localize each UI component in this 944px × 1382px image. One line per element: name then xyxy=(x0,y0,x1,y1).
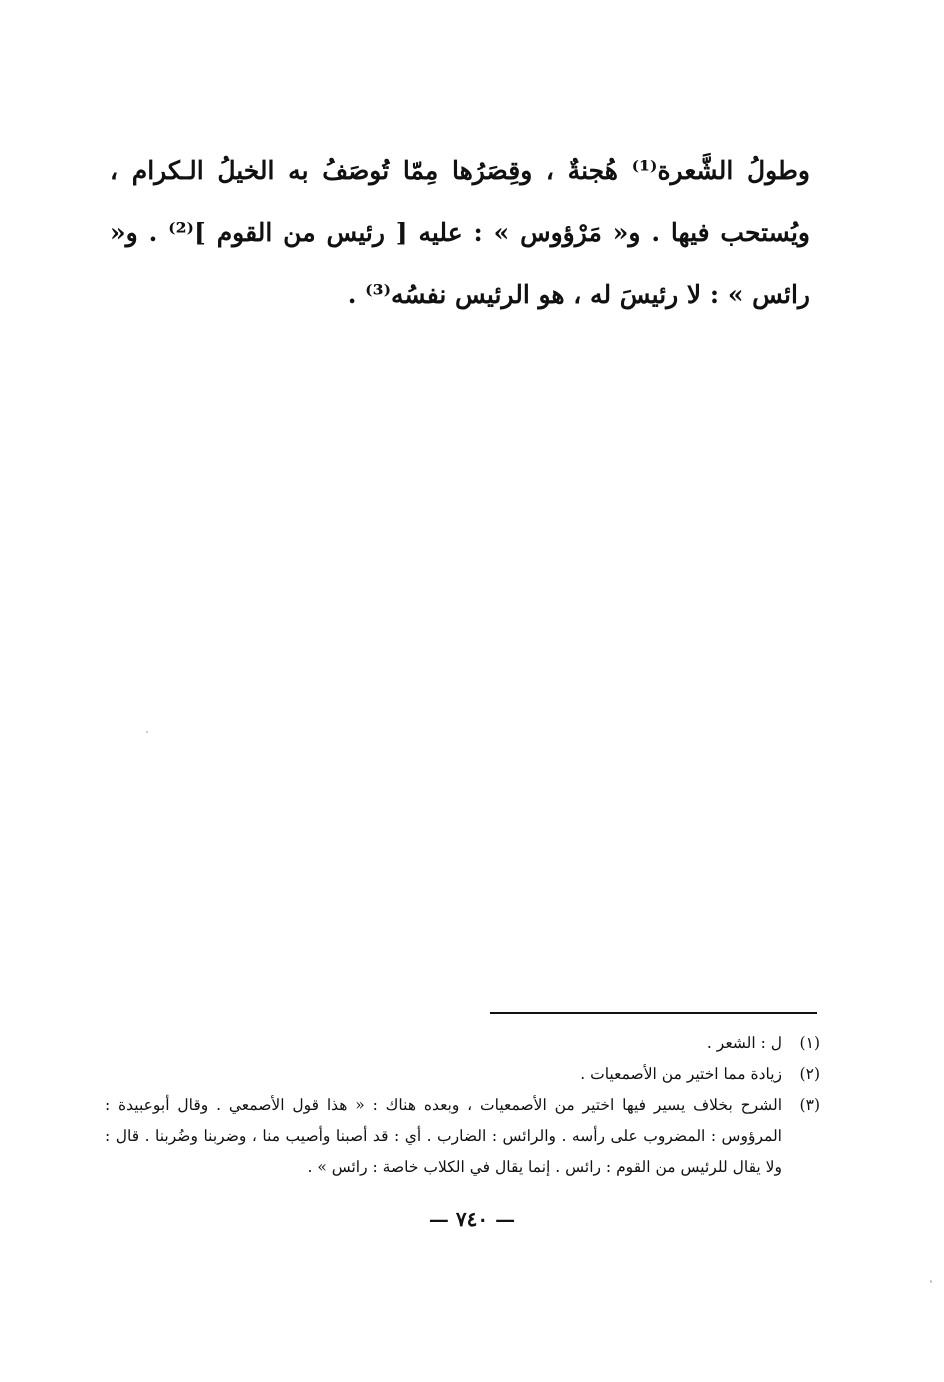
footnote-2 xyxy=(105,1059,820,1090)
footnote-text: ل : الشعر . xyxy=(706,1034,782,1052)
footnote-text: الشرح بخلاف يسير فيها اختير من الأصمعيات ، وبعده هناك : « هذا قول الأصمعي . وقال أبوعبيدة : المرؤوس : المضروب على رأسه . والرائس : الضارب . أي : قد أصبنا وأصيب منا ، وضربنا وضُربنا . قال : ولا يقال للرئيس من القوم : رائس . إنما يقال في الكلاب خاصة : رائس » . xyxy=(105,1096,782,1176)
scan-speck xyxy=(930,1280,932,1283)
footnotes-section xyxy=(105,1028,820,1183)
footnote-number: (١) xyxy=(799,1034,820,1052)
footnote-number: (٣) xyxy=(799,1096,820,1114)
footnote-separator xyxy=(490,1012,817,1014)
footnote-1 xyxy=(105,1028,820,1059)
main-text-block xyxy=(110,140,810,326)
footnote-3 xyxy=(105,1090,820,1183)
body-paragraph: وطولُ الشَّعرة⁽¹⁾ هُجنةٌ ، وقِصَرُها مِمّا تُوصَفُ به الخيلُ الـكرام ، ويُستحب فيها . و« مَرْؤوس » : عليه [ رئيس من القوم ]⁽²⁾ . و« رائس » : لا رئيسَ له ، هو الرئيس نفسُه⁽³⁾ . xyxy=(110,156,810,309)
scan-speck xyxy=(146,731,148,733)
page-number: — ٧٤٠ — xyxy=(428,1207,516,1231)
footnote-text: زيادة مما اختير من الأصمعيات . xyxy=(580,1065,782,1083)
footnote-number: (٢) xyxy=(799,1065,820,1083)
